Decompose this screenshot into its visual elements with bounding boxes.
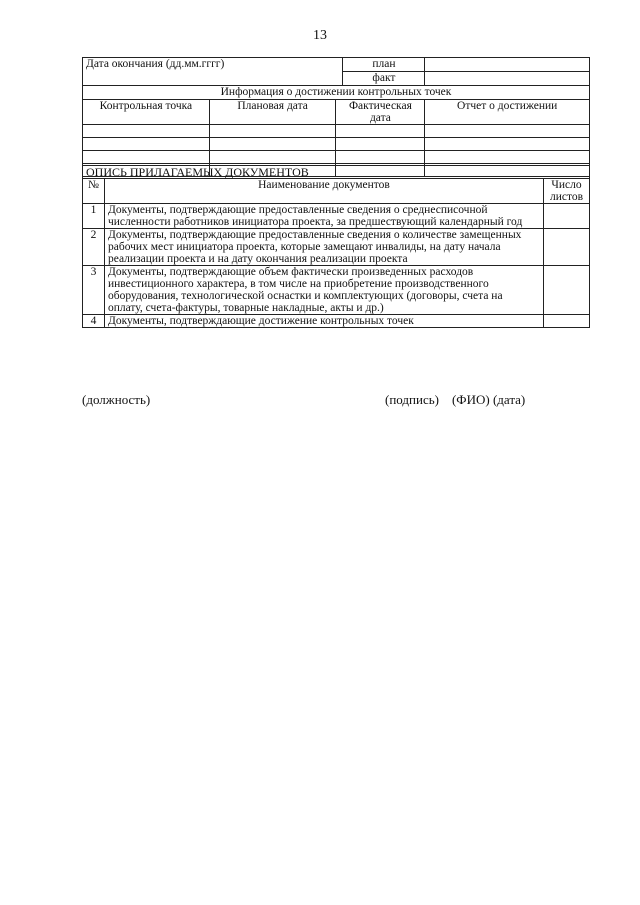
fact-value[interactable] [425,72,590,86]
control-points-section-title: Информация о достижении контрольных точек [83,86,590,100]
blank-cell[interactable] [425,151,590,164]
table-row [83,266,590,315]
blank-cell[interactable] [336,125,425,138]
table-row [83,138,590,151]
signature-labels [385,392,525,408]
row-num: 1 [83,204,105,229]
blank-cell[interactable] [83,125,210,138]
row-name: Документы, подтверждающие достижение контрольных точек [104,315,543,328]
header-planned-date: Плановая дата [209,100,336,125]
table-row [83,229,590,266]
col-num-header: № [83,179,105,204]
table-row [83,204,590,229]
documents-title: ОПИСЬ ПРИЛАГАЕМЫХ ДОКУМЕНТОВ [83,166,590,179]
blank-cell[interactable] [336,138,425,151]
fio-label: (ФИО) [451,392,490,407]
blank-cell[interactable] [425,125,590,138]
table-row [83,125,590,138]
date-label: (дата) [492,392,526,407]
header-control-point: Контрольная точка [83,100,210,125]
row-name: Документы, подтверждающие объем фактически произведенных расходов инвестиционного характера, в том числе на приобретение производственного оборудования, технологической оснастки и комплектующих (договоры, счета на оплату, счета-фактуры, товарные накладные, акты и др.) [104,266,543,315]
blank-cell[interactable] [336,151,425,164]
plan-value[interactable] [425,58,590,72]
blank-cell[interactable] [425,138,590,151]
row-sheets[interactable] [544,315,590,328]
documents-table [82,165,590,328]
col-name-header: Наименование документов [104,179,543,204]
blank-cell[interactable] [83,138,210,151]
blank-cell[interactable] [83,151,210,164]
row-name: Документы, подтверждающие предоставленные сведения о среднесписочной численности работников инициатора проекта, за предшествующий календарный год [104,204,543,229]
row-sheets[interactable] [544,229,590,266]
row-name: Документы, подтверждающие предоставленные сведения о количестве замещенных рабочих мест инициатора проекта, которые замещают инвалиды, на дату начала реализации проекта и на дату окончания реализации проекта [104,229,543,266]
row-num: 3 [83,266,105,315]
blank-cell[interactable] [209,125,336,138]
control-points-table [82,57,590,177]
col-sheets-header: Число листов [544,179,590,204]
row-num: 4 [83,315,105,328]
fact-label: факт [343,72,425,86]
plan-label: план [343,58,425,72]
row-sheets[interactable] [544,266,590,315]
position-label: (должность) [82,392,151,407]
page-number: 13 [313,28,327,43]
header-actual-date: Фактическая дата [336,100,425,125]
blank-cell[interactable] [209,138,336,151]
row-sheets[interactable] [544,204,590,229]
sign-label: (подпись) [385,392,439,407]
table-row [83,151,590,164]
header-report: Отчет о достижении [425,100,590,125]
row-num: 2 [83,229,105,266]
table-row [83,315,590,328]
blank-cell[interactable] [209,151,336,164]
end-date-label: Дата окончания (дд.мм.гггг) [83,58,343,86]
